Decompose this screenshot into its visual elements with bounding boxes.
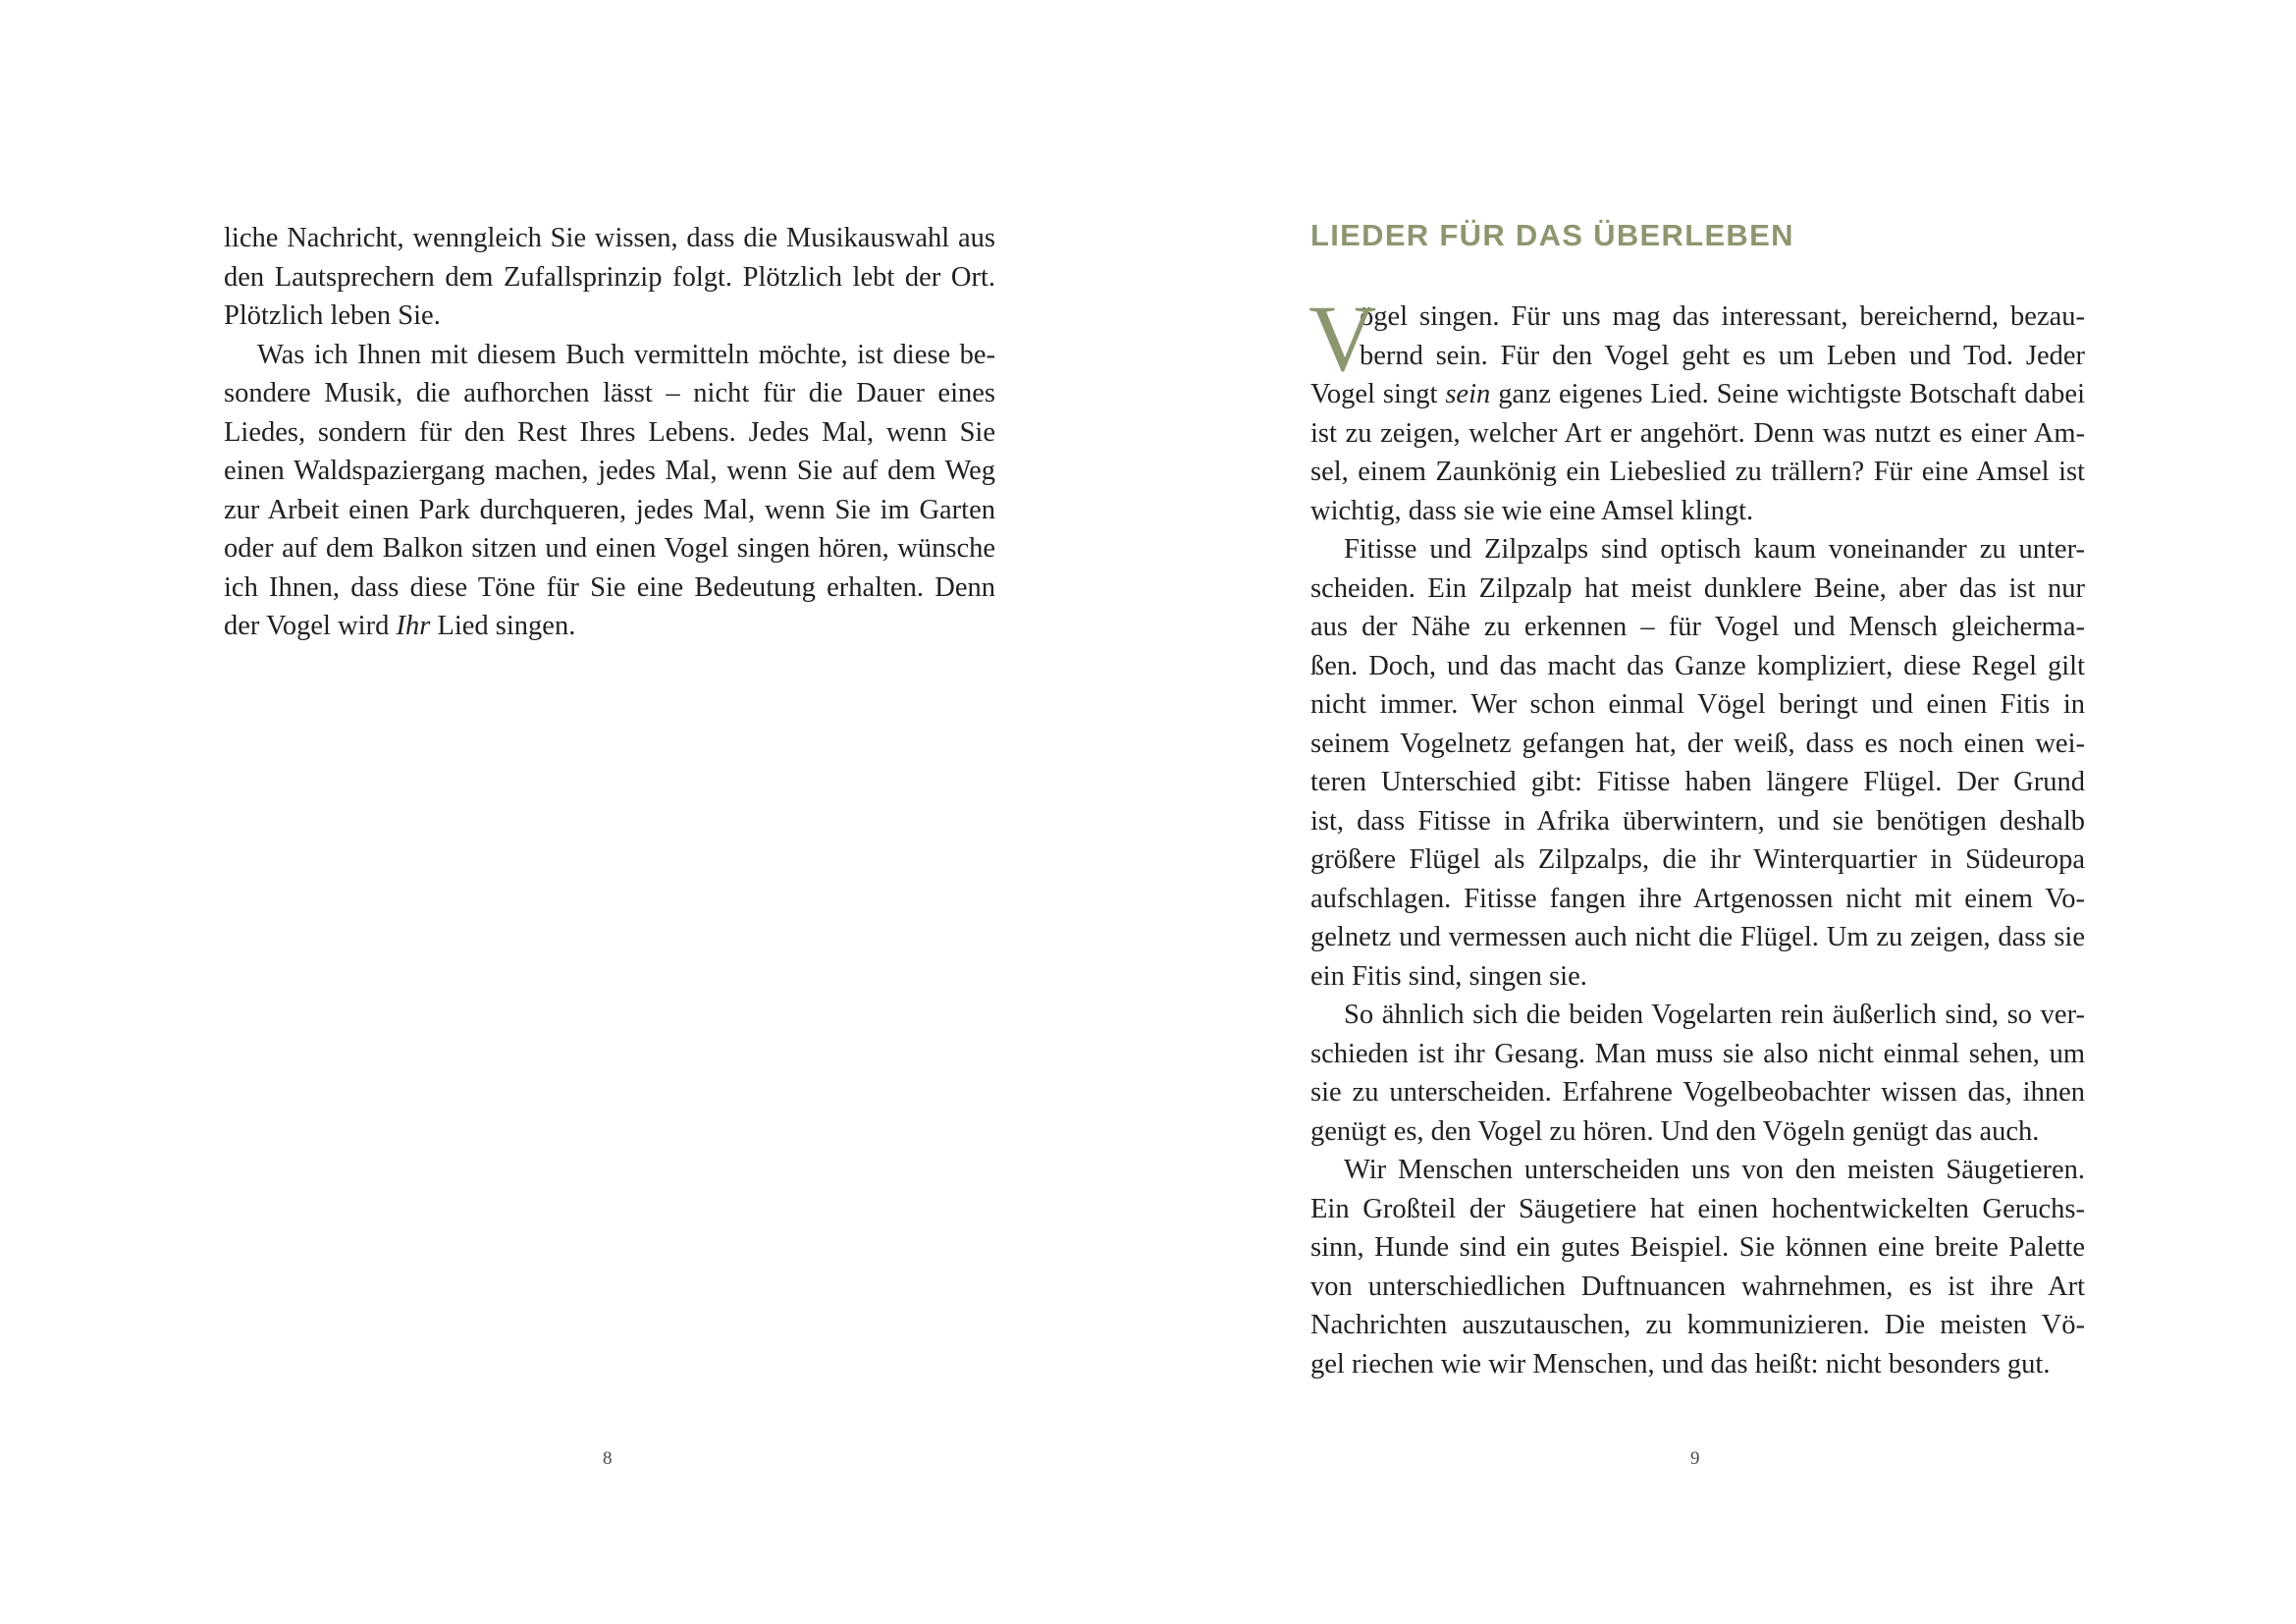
left-text-line: den Lautsprechern dem Zufallsprinzip folgt. Plötzlich lebt der Ort. [224, 261, 995, 293]
left-text-line: einen Waldspaziergang machen, jedes Mal, wenn Sie auf dem Weg [224, 456, 995, 486]
right-text-line: sel, einem Zaunkönig ein Liebeslied zu trällern? Für eine Amsel ist [1310, 457, 2085, 487]
left-last-emphasis: Ihr [396, 611, 431, 641]
right-text-line: von unterschiedlichen Duftnuancen wahrnehmen, es ist ihre Art [1310, 1271, 2085, 1302]
right-text-line: größere Flügel als Zilpzalps, die ihr Winterquartier in Südeuropa [1310, 844, 2085, 875]
right-text-line: gelnetz und vermessen auch nicht die Flügel. Um zu zeigen, dass sie [1310, 922, 2085, 952]
right-text-line: So ähnlich sich die beiden Vogelarten rein äußerlich sind, so ver- [1344, 1000, 2085, 1030]
left-text-line: sondere Musik, die aufhorchen lässt – nicht für die Dauer eines [224, 378, 995, 408]
left-page-body [224, 219, 995, 646]
chapter-heading: LIEDER FÜR DAS ÜBERLEBEN [1310, 218, 1794, 252]
right-text-line: ein Fitis sind, singen sie. [1310, 960, 1587, 992]
right-page-body [1308, 286, 2085, 1383]
right-text-line: aufschlagen. Fitisse fangen ihre Artgenossen nicht mit einem Vo- [1310, 883, 2085, 914]
right-text-line: sie zu unterscheiden. Erfahrene Vogelbeobachter wissen das, ihnen [1310, 1077, 2085, 1108]
right-page [1148, 0, 2296, 1624]
third-line-emphasis: sein [1445, 379, 1491, 409]
second-line: bernd sein. Für den Vogel geht es um Leben und Tod. Jeder [1360, 340, 2085, 371]
left-text-line: liche Nachricht, wenngleich Sie wissen, dass die Musikauswahl aus [224, 223, 995, 253]
page-number-left: 8 [603, 1448, 613, 1469]
left-last-after: Lied singen. [430, 611, 576, 641]
left-text-line: ich Ihnen, dass diese Töne für Sie eine Bedeutung erhalten. Denn [224, 571, 995, 603]
left-text-line: Plötzlich leben Sie. [224, 300, 441, 331]
right-text-line: schieden ist ihr Gesang. Man muss sie also nicht einmal sehen, um [1310, 1038, 2085, 1069]
third-line-before: Vogel singt [1310, 379, 1446, 409]
left-last-before: der Vogel wird [224, 611, 397, 641]
page-number-right: 9 [1690, 1448, 1700, 1469]
right-text-line: wichtig, dass sie wie eine Amsel klingt. [1310, 495, 1754, 526]
right-text-line: sinn, Hunde sind ein gutes Beispiel. Sie können eine breite Palette [1310, 1232, 2085, 1263]
right-text-line: teren Unterschied gibt: Fitisse haben längere Flügel. Der Grund [1310, 767, 2085, 797]
right-text-line: Fitisse und Zilpzalps sind optisch kaum voneinander zu unter- [1344, 534, 2085, 565]
right-text-line: genügt es, den Vogel zu hören. Und den Vögeln genügt das auch. [1310, 1115, 2040, 1147]
third-line-after: ganz eigenes Lied. Seine wichtigste Botschaft dabei [1490, 379, 2085, 409]
left-text-line: zur Arbeit einen Park durchqueren, jedes Mal, wenn Sie im Garten [224, 494, 995, 525]
right-text-line: nicht immer. Wer schon einmal Vögel beringt und einen Fitis in [1310, 689, 2085, 720]
right-text-line: ist, dass Fitisse in Afrika überwintern, und sie benötigen deshalb [1310, 805, 2085, 837]
third-line [1310, 375, 2085, 414]
right-text-line: Nachrichten auszutauschen, zu kommunizieren. Die meisten Vö- [1310, 1310, 2085, 1340]
left-text-line: Was ich Ihnen mit diesem Buch vermitteln möchte, ist diese be- [257, 339, 995, 370]
right-text-line: gel riechen wie wir Menschen, und das heißt: nicht besonders gut. [1310, 1348, 2051, 1380]
right-text-line: ßen. Doch, und das macht das Ganze kompliziert, diese Regel gilt [1310, 650, 2085, 681]
left-text-line: oder auf dem Balkon sitzen und einen Vogel singen hören, wünsche [224, 533, 995, 564]
first-line-text: ögel singen. Für uns mag das interessant, bereichernd, bezau- [1360, 301, 2085, 332]
right-text-line: aus der Nähe zu erkennen – für Vogel und Mensch gleicherma- [1310, 612, 2085, 642]
right-text-line: scheiden. Ein Zilpzalp hat meist dunklere Beine, aber das ist nur [1310, 572, 2085, 604]
right-text-line: seinem Vogelnetz gefangen hat, der weiß, dass es noch einen wei- [1310, 728, 2085, 759]
right-text-line: Ein Großteil der Säugetiere hat einen hochentwickelten Geruchs- [1310, 1193, 2085, 1224]
right-text-line: ist zu zeigen, welcher Art er angehört. Denn was nutzt es einer Am- [1310, 417, 2085, 449]
left-last-line [224, 607, 995, 646]
left-text-line: Liedes, sondern für den Rest Ihres Lebens. Jedes Mal, wenn Sie [224, 416, 995, 448]
right-text-line: Wir Menschen unterscheiden uns von den meisten Säugetieren. [1344, 1155, 2085, 1185]
drop-cap: V [1308, 286, 1377, 391]
